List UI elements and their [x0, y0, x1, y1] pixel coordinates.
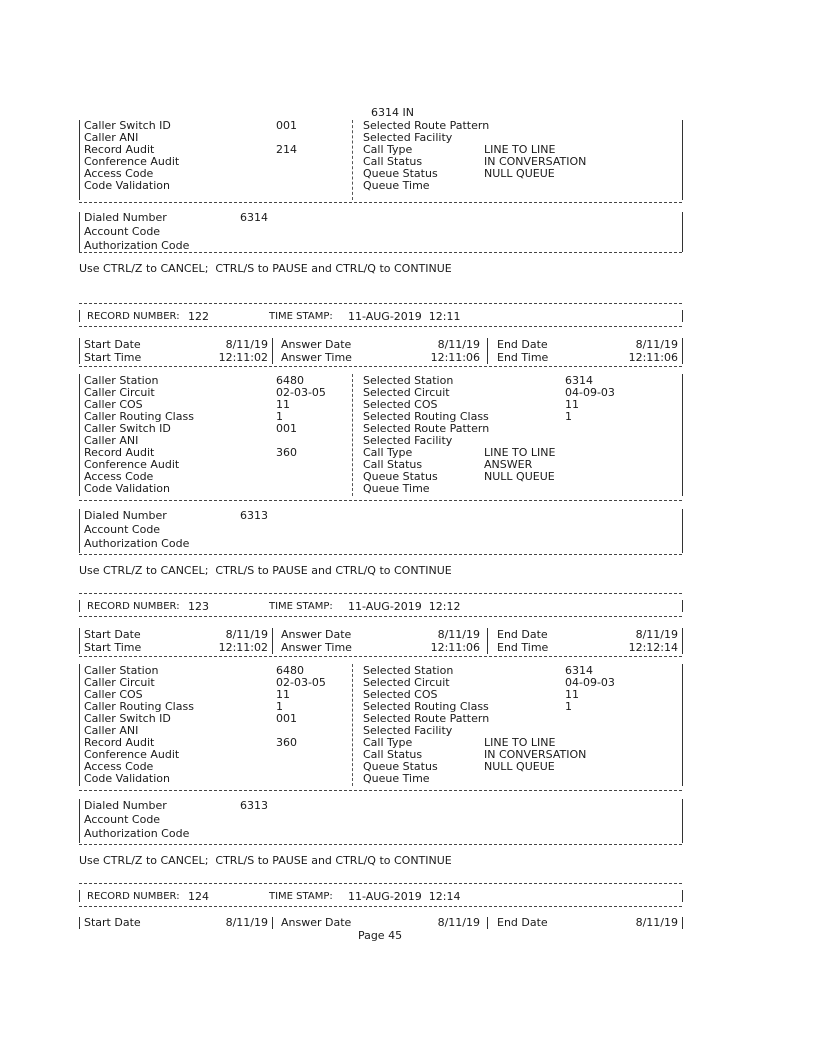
- selected-field-label: Selected Station: [363, 374, 454, 387]
- selected-field-label: Selected Station: [363, 664, 454, 677]
- end-time-label: End Time: [497, 641, 549, 654]
- selected-field-value: 1: [565, 410, 572, 423]
- left-border: [79, 310, 80, 322]
- selected-field-value: 04-09-03: [565, 676, 615, 689]
- dashed-rule: [79, 906, 682, 907]
- caller-field-value: 1: [276, 410, 283, 423]
- left-border: [79, 338, 80, 364]
- selected-label: Queue Status: [363, 167, 438, 180]
- caller-switch-id-label: Caller Switch ID: [84, 119, 171, 132]
- dashed-rule: [79, 883, 682, 884]
- selected-field-value: ANSWER: [484, 458, 533, 471]
- caller-field-label: Caller Switch ID: [84, 422, 171, 435]
- left-border: [487, 338, 488, 364]
- left-border: [272, 338, 273, 364]
- record-number-label: RECORD NUMBER:: [87, 311, 180, 322]
- dashed-rule: [79, 616, 682, 617]
- column-divider: [352, 120, 353, 200]
- caller-field-label: Caller Circuit: [84, 386, 155, 399]
- selected-field-value: LINE TO LINE: [484, 446, 556, 459]
- start-date-value: 8/11/19: [225, 338, 268, 351]
- account-code-label: Account Code: [84, 523, 161, 536]
- selected-field-value: 6314: [565, 664, 593, 677]
- caller-value: 214: [276, 143, 297, 156]
- end-date-value: 8/11/19: [635, 916, 678, 929]
- selected-field-value: 04-09-03: [565, 386, 615, 399]
- cancel-instruction: Use CTRL/Z to CANCEL; CTRL/S to PAUSE and CTRL/Q to CONTINUE: [79, 564, 452, 577]
- selected-label: Queue Time: [363, 179, 430, 192]
- dialed-number-label: Dialed Number: [84, 211, 167, 224]
- start-date-value: 8/11/19: [225, 628, 268, 641]
- caller-field-value: 6480: [276, 664, 304, 677]
- column-divider: [352, 374, 353, 496]
- caller-field-label: Caller ANI: [84, 434, 139, 447]
- record-number-value: 123: [188, 600, 209, 613]
- left-border: [682, 628, 683, 654]
- dashed-rule: [79, 593, 682, 594]
- selected-field-label: Queue Status: [363, 470, 438, 483]
- answer-time-label: Answer Time: [281, 351, 352, 364]
- left-border: [79, 600, 80, 612]
- selected-label: Call Type: [363, 143, 413, 156]
- selected-field-value: 1: [565, 700, 572, 713]
- selected-field-label: Selected Facility: [363, 724, 453, 737]
- dashed-rule: [79, 202, 682, 203]
- column-divider: [352, 664, 353, 786]
- end-date-label: End Date: [497, 628, 548, 641]
- access-code-label: Access Code: [84, 167, 154, 180]
- left-border: [682, 890, 683, 902]
- selected-label: Call Status: [363, 155, 423, 168]
- cancel-instruction: Use CTRL/Z to CANCEL; CTRL/S to PAUSE and CTRL/Q to CONTINUE: [79, 262, 452, 275]
- start-time-label: Start Time: [84, 641, 142, 654]
- end-date-label: End Date: [497, 916, 548, 929]
- start-time-label: Start Time: [84, 351, 142, 364]
- selected-field-label: Call Type: [363, 446, 413, 459]
- end-time-value: 12:11:06: [628, 351, 678, 364]
- page-number: Page 45: [357, 929, 403, 942]
- selected-field-label: Selected Route Pattern: [363, 712, 490, 725]
- left-border: [682, 374, 683, 496]
- caller-ani-label: Caller ANI: [84, 131, 139, 144]
- left-border: [79, 890, 80, 902]
- dialed-number-label: Dialed Number: [84, 509, 167, 522]
- left-border: [682, 338, 683, 364]
- caller-field-label: Access Code: [84, 470, 154, 483]
- left-border: [79, 509, 80, 553]
- selected-field-value: IN CONVERSATION: [484, 748, 587, 761]
- answer-date-label: Answer Date: [281, 916, 352, 929]
- caller-field-label: Code Validation: [84, 482, 170, 495]
- selected-field-label: Queue Time: [363, 772, 430, 785]
- left-border: [79, 917, 80, 929]
- caller-field-label: Caller COS: [84, 398, 143, 411]
- selected-field-label: Selected Circuit: [363, 386, 450, 399]
- start-date-value: 8/11/19: [225, 916, 268, 929]
- dialed-number-value: 6313: [240, 799, 268, 812]
- record-number-value: 122: [188, 310, 209, 323]
- end-date-value: 8/11/19: [635, 338, 678, 351]
- left-border: [79, 628, 80, 654]
- start-date-label: Start Date: [84, 338, 141, 351]
- cancel-instruction: Use CTRL/Z to CANCEL; CTRL/S to PAUSE and CTRL/Q to CONTINUE: [79, 854, 452, 867]
- dashed-rule: [79, 844, 682, 845]
- caller-field-value: 360: [276, 446, 297, 459]
- caller-field-label: Conference Audit: [84, 748, 180, 761]
- dashed-rule: [79, 656, 682, 657]
- record-number-label: RECORD NUMBER:: [87, 601, 180, 612]
- caller-field-label: Access Code: [84, 760, 154, 773]
- selected-field-label: Call Type: [363, 736, 413, 749]
- left-border: [79, 664, 80, 786]
- left-border: [79, 799, 80, 843]
- answer-date-label: Answer Date: [281, 628, 352, 641]
- selected-value: LINE TO LINE: [484, 143, 556, 156]
- answer-date-value: 8/11/19: [437, 338, 480, 351]
- time-stamp-label: TIME STAMP:: [269, 311, 333, 322]
- left-border: [272, 628, 273, 654]
- dialed-number-value: 6313: [240, 509, 268, 522]
- caller-field-label: Conference Audit: [84, 458, 180, 471]
- left-border: [682, 664, 683, 786]
- record-number-value: 124: [188, 890, 209, 903]
- caller-field-value: 001: [276, 422, 297, 435]
- caller-field-value: 6480: [276, 374, 304, 387]
- account-code-label: Account Code: [84, 225, 161, 238]
- selected-field-value: NULL QUEUE: [484, 760, 555, 773]
- selected-label: Selected Facility: [363, 131, 453, 144]
- start-date-label: Start Date: [84, 916, 141, 929]
- dashed-rule: [79, 326, 682, 327]
- dashed-rule: [79, 303, 682, 304]
- time-stamp-label: TIME STAMP:: [269, 891, 333, 902]
- dashed-rule: [79, 500, 682, 501]
- caller-field-value: 11: [276, 688, 290, 701]
- authorization-code-label: Authorization Code: [84, 827, 190, 840]
- selected-field-label: Queue Time: [363, 482, 430, 495]
- start-time-value: 12:11:02: [218, 351, 268, 364]
- end-date-label: End Date: [497, 338, 548, 351]
- selected-label: Selected Route Pattern: [363, 119, 490, 132]
- caller-field-value: 02-03-05: [276, 676, 326, 689]
- start-time-value: 12:11:02: [218, 641, 268, 654]
- selected-field-label: Selected Facility: [363, 434, 453, 447]
- caller-value: 001: [276, 119, 297, 132]
- answer-time-value: 12:11:06: [430, 641, 480, 654]
- dashed-rule: [79, 252, 682, 253]
- left-border: [682, 799, 683, 843]
- dialed-number-value: 6314: [240, 211, 268, 224]
- left-border: [682, 917, 683, 929]
- selected-field-value: 11: [565, 398, 579, 411]
- conference-audit-label: Conference Audit: [84, 155, 180, 168]
- left-border: [79, 374, 80, 496]
- left-border: [682, 120, 683, 200]
- selected-field-label: Selected COS: [363, 398, 438, 411]
- left-border: [682, 212, 683, 252]
- caller-field-label: Caller Routing Class: [84, 700, 194, 713]
- caller-field-label: Caller Station: [84, 374, 159, 387]
- selected-field-value: NULL QUEUE: [484, 470, 555, 483]
- record-number-label: RECORD NUMBER:: [87, 891, 180, 902]
- dashed-rule: [79, 366, 682, 367]
- time-stamp-value: 11-AUG-2019 12:14: [348, 890, 461, 903]
- selected-field-label: Queue Status: [363, 760, 438, 773]
- caller-field-value: 1: [276, 700, 283, 713]
- caller-field-label: Caller Routing Class: [84, 410, 194, 423]
- code-validation-label: Code Validation: [84, 179, 170, 192]
- caller-field-label: Caller Switch ID: [84, 712, 171, 725]
- left-border: [79, 212, 80, 252]
- caller-field-value: 001: [276, 712, 297, 725]
- answer-date-label: Answer Date: [281, 338, 352, 351]
- selected-field-label: Selected COS: [363, 688, 438, 701]
- selected-field-value: 11: [565, 688, 579, 701]
- start-date-label: Start Date: [84, 628, 141, 641]
- end-time-label: End Time: [497, 351, 549, 364]
- selected-field-value: 6314: [565, 374, 593, 387]
- left-border: [682, 310, 683, 322]
- dashed-rule: [79, 554, 682, 555]
- selected-field-label: Call Status: [363, 458, 423, 471]
- time-stamp-label: TIME STAMP:: [269, 601, 333, 612]
- selected-field-label: Selected Routing Class: [363, 700, 489, 713]
- answer-time-value: 12:11:06: [430, 351, 480, 364]
- caller-field-label: Record Audit: [84, 736, 155, 749]
- caller-field-label: Caller Circuit: [84, 676, 155, 689]
- selected-field-label: Call Status: [363, 748, 423, 761]
- selected-value: IN CONVERSATION: [484, 155, 587, 168]
- left-border: [272, 917, 273, 929]
- caller-field-label: Record Audit: [84, 446, 155, 459]
- caller-field-label: Code Validation: [84, 772, 170, 785]
- dialed-number-label: Dialed Number: [84, 799, 167, 812]
- record-audit-label: Record Audit: [84, 143, 155, 156]
- selected-field-label: Selected Route Pattern: [363, 422, 490, 435]
- left-border: [682, 509, 683, 553]
- left-border: [487, 628, 488, 654]
- selected-value: NULL QUEUE: [484, 167, 555, 180]
- selected-field-label: Selected Routing Class: [363, 410, 489, 423]
- caller-field-label: Caller ANI: [84, 724, 139, 737]
- caller-field-value: 360: [276, 736, 297, 749]
- selected-field-value: LINE TO LINE: [484, 736, 556, 749]
- answer-date-value: 8/11/19: [437, 628, 480, 641]
- authorization-code-label: Authorization Code: [84, 537, 190, 550]
- end-date-value: 8/11/19: [635, 628, 678, 641]
- caller-field-label: Caller Station: [84, 664, 159, 677]
- selected-field-label: Selected Circuit: [363, 676, 450, 689]
- dashed-rule: [79, 790, 682, 791]
- caller-field-label: Caller COS: [84, 688, 143, 701]
- end-time-value: 12:12:14: [628, 641, 678, 654]
- time-stamp-value: 11-AUG-2019 12:12: [348, 600, 461, 613]
- selected-station-overflow: 6314 IN: [371, 106, 414, 119]
- left-border: [487, 917, 488, 929]
- answer-date-value: 8/11/19: [437, 916, 480, 929]
- account-code-label: Account Code: [84, 813, 161, 826]
- authorization-code-label: Authorization Code: [84, 239, 190, 252]
- left-border: [682, 600, 683, 612]
- caller-field-value: 11: [276, 398, 290, 411]
- answer-time-label: Answer Time: [281, 641, 352, 654]
- time-stamp-value: 11-AUG-2019 12:11: [348, 310, 461, 323]
- left-border: [79, 120, 80, 200]
- caller-field-value: 02-03-05: [276, 386, 326, 399]
